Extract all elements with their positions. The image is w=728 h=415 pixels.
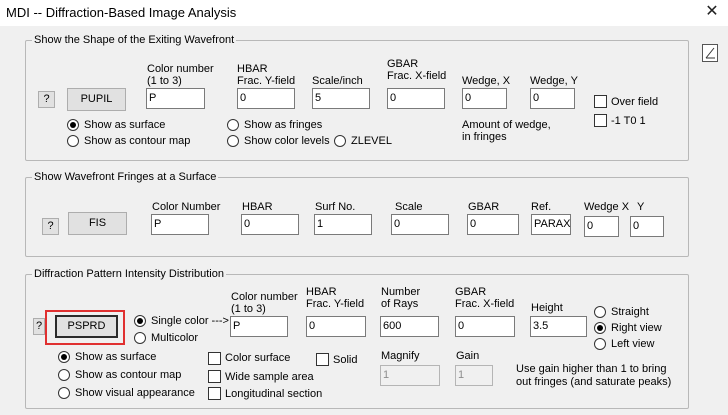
pupil-wedgex-label: Wedge, X xyxy=(462,75,511,87)
title-bar xyxy=(0,0,728,26)
single-color-label: Single color ---> xyxy=(151,315,229,327)
pupil-zlevel-radio[interactable] xyxy=(334,135,346,147)
psprd-surface-label: Show as surface xyxy=(75,351,157,363)
fis-wedgex-field[interactable]: 0 xyxy=(584,216,619,237)
psprd-contour-radio[interactable] xyxy=(58,369,70,381)
psprd-gbar-field[interactable]: 0 xyxy=(455,316,515,337)
pupil-wedgex-field[interactable]: 0 xyxy=(462,88,507,109)
multicolor-label: Multicolor xyxy=(151,332,199,344)
gain-note-1: Use gain higher than 1 to bring xyxy=(516,363,667,375)
close-icon[interactable]: ✕ xyxy=(705,3,719,20)
wide-sample-label: Wide sample area xyxy=(225,371,314,383)
psprd-gbar-label-1: GBAR xyxy=(455,286,487,298)
fis-gbar-label: GBAR xyxy=(468,201,500,213)
pupil-button[interactable]: PUPIL xyxy=(67,88,126,111)
psprd-rays-label-2: of Rays xyxy=(381,298,419,310)
longitudinal-label: Longitudinal section xyxy=(225,388,323,400)
pupil-wedgey-field[interactable]: 0 xyxy=(530,88,575,109)
fis-scale-field[interactable]: 0 xyxy=(391,214,449,235)
wedge-amount-label-2: in fringes xyxy=(462,131,507,143)
straight-radio[interactable] xyxy=(594,306,606,318)
pupil-scale-field[interactable]: 5 xyxy=(312,88,370,109)
diffraction-pattern-legend: Diffraction Pattern Intensity Distribution xyxy=(34,268,224,280)
gain-label: Gain xyxy=(456,350,480,362)
pupil-contour-radio[interactable] xyxy=(67,135,79,147)
multicolor-radio[interactable] xyxy=(134,332,146,344)
pupil-contour-label: Show as contour map xyxy=(84,135,191,147)
overfield-label: Over field xyxy=(611,96,659,108)
pupil-color-label-1: Color number xyxy=(147,63,214,75)
psprd-color-field[interactable]: P xyxy=(230,316,288,337)
psprd-button[interactable]: PSPRD xyxy=(55,315,118,338)
minus1-to-1-label: -1 T0 1 xyxy=(611,115,646,127)
wide-sample-checkbox[interactable] xyxy=(208,370,221,383)
fis-help-button[interactable]: ? xyxy=(42,218,59,235)
fis-scale-label: Scale xyxy=(395,201,423,213)
fis-surf-label: Surf No. xyxy=(315,201,356,213)
pupil-fringes-radio[interactable] xyxy=(227,119,239,131)
psprd-color-label-2: (1 to 3) xyxy=(231,303,266,315)
minus1-to-1-checkbox[interactable] xyxy=(594,114,607,127)
fis-y-field[interactable]: 0 xyxy=(630,216,664,237)
magnify-field[interactable]: 1 xyxy=(380,365,440,386)
psprd-gbar-label-2: Frac. X-field xyxy=(455,298,515,310)
color-surface-label: Color surface xyxy=(225,352,291,364)
solid-label: Solid xyxy=(333,354,358,366)
left-view-radio[interactable] xyxy=(594,338,606,350)
wavefront-shape-legend: Show the Shape of the Exiting Wavefront xyxy=(34,34,235,46)
fis-color-label: Color Number xyxy=(152,201,221,213)
pupil-hbar-label-1: HBAR xyxy=(237,63,268,75)
psprd-contour-label: Show as contour map xyxy=(75,369,182,381)
pupil-color-label-2: (1 to 3) xyxy=(147,75,182,87)
gain-field[interactable]: 1 xyxy=(455,365,493,386)
left-view-label: Left view xyxy=(611,338,655,350)
pupil-surface-radio[interactable] xyxy=(67,119,79,131)
pupil-zlevel-label: ZLEVEL xyxy=(351,135,392,147)
straight-label: Straight xyxy=(611,306,649,318)
solid-checkbox[interactable] xyxy=(316,353,329,366)
fis-ref-field[interactable]: PARAX xyxy=(531,214,571,235)
pupil-gbar-label-2: Frac. X-field xyxy=(387,70,447,82)
pupil-wedgey-label: Wedge, Y xyxy=(530,75,578,87)
overfield-checkbox[interactable] xyxy=(594,95,607,108)
right-view-label: Right view xyxy=(611,322,662,334)
psprd-visual-label: Show visual appearance xyxy=(75,387,195,399)
psprd-surface-radio[interactable] xyxy=(58,351,70,363)
psprd-height-label: Height xyxy=(531,302,563,314)
fis-hbar-field[interactable]: 0 xyxy=(241,214,299,235)
single-color-radio[interactable] xyxy=(134,315,146,327)
fis-surf-field[interactable]: 1 xyxy=(314,214,372,235)
window-title: MDI -- Diffraction-Based Image Analysis xyxy=(6,5,237,20)
psprd-visual-radio[interactable] xyxy=(58,387,70,399)
pupil-gbar-label-1: GBAR xyxy=(387,58,419,70)
psprd-color-label-1: Color number xyxy=(231,291,298,303)
pupil-hbar-field[interactable]: 0 xyxy=(237,88,295,109)
pupil-gbar-field[interactable]: 0 xyxy=(387,88,445,109)
fis-wedgex-label: Wedge X xyxy=(584,201,630,213)
color-surface-checkbox[interactable] xyxy=(208,352,221,365)
psprd-help-button[interactable]: ? xyxy=(33,318,45,335)
pupil-hbar-label-2: Frac. Y-field xyxy=(237,75,296,87)
fis-button[interactable]: FIS xyxy=(68,212,127,235)
resize-icon[interactable] xyxy=(702,44,718,62)
fis-ref-label: Ref. xyxy=(531,201,552,213)
fis-gbar-field[interactable]: 0 xyxy=(467,214,519,235)
pupil-fringes-label: Show as fringes xyxy=(244,119,323,131)
psprd-hbar-field[interactable]: 0 xyxy=(306,316,366,337)
longitudinal-checkbox[interactable] xyxy=(208,387,221,400)
psprd-rays-label-1: Number xyxy=(381,286,421,298)
wedge-amount-label-1: Amount of wedge, xyxy=(462,119,551,131)
pupil-scale-label: Scale/inch xyxy=(312,75,363,87)
psprd-hbar-label-2: Frac. Y-field xyxy=(306,298,365,310)
right-view-radio[interactable] xyxy=(594,322,606,334)
pupil-levels-radio[interactable] xyxy=(227,135,239,147)
psprd-height-field[interactable]: 3.5 xyxy=(530,316,587,337)
magnify-label: Magnify xyxy=(381,350,420,362)
wavefront-fringes-legend: Show Wavefront Fringes at a Surface xyxy=(34,171,217,183)
gain-note-2: out fringes (and saturate peaks) xyxy=(516,376,672,388)
pupil-color-field[interactable]: P xyxy=(146,88,205,109)
fis-hbar-label: HBAR xyxy=(242,201,273,213)
psprd-hbar-label-1: HBAR xyxy=(306,286,337,298)
psprd-rays-field[interactable]: 600 xyxy=(380,316,439,337)
pupil-help-button[interactable]: ? xyxy=(38,91,55,108)
pupil-levels-label: Show color levels xyxy=(244,135,330,147)
pupil-surface-label: Show as surface xyxy=(84,119,166,131)
fis-color-field[interactable]: P xyxy=(151,214,209,235)
fis-y-label: Y xyxy=(637,201,645,213)
